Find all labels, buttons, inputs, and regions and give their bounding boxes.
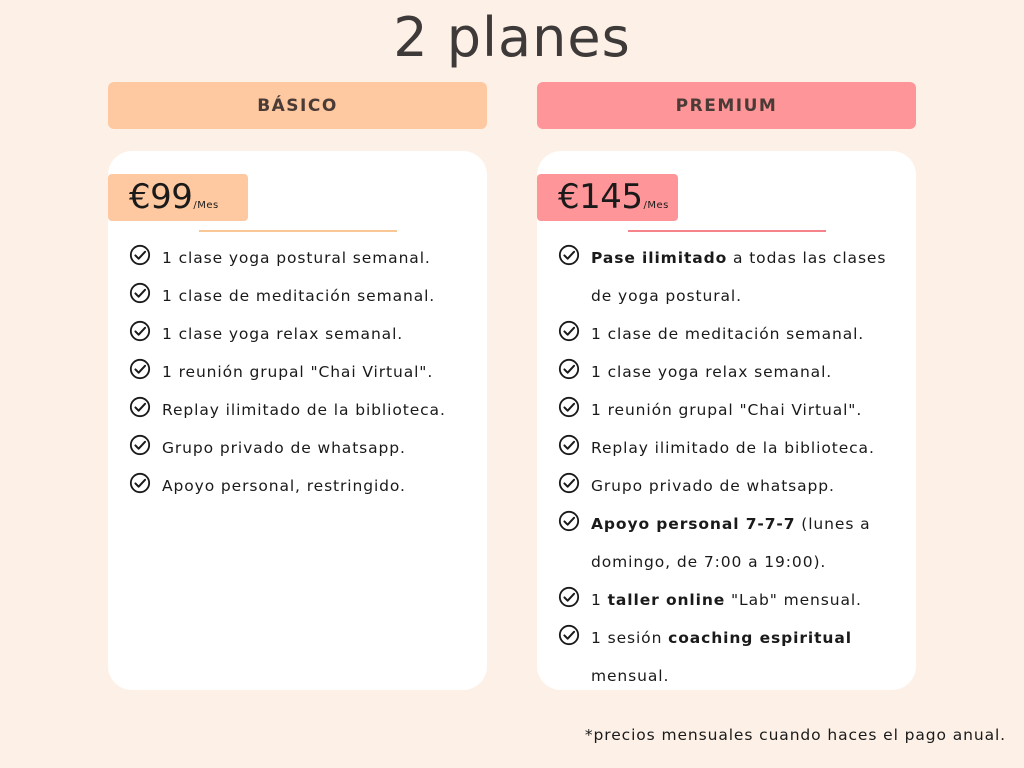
feature-text <box>591 429 875 467</box>
footnote: *precios mensuales cuando haces el pago anual. <box>584 726 1006 744</box>
feature-text-highlight: Apoyo personal 7-7-7 <box>591 515 796 533</box>
feature-text-rest: 1 clase de meditación semanal. <box>591 325 865 343</box>
check-circle-icon <box>558 434 580 456</box>
feature-text <box>591 353 832 391</box>
check-circle-icon <box>129 282 151 304</box>
premium-feature-item <box>558 239 906 315</box>
check-circle-icon <box>129 358 151 380</box>
feature-text-rest: "Lab" mensual. <box>725 591 862 609</box>
premium-feature-item <box>558 315 906 353</box>
premium-price-period: /Mes <box>643 200 669 211</box>
basic-price-amount: €99 <box>129 177 193 217</box>
check-circle-icon <box>558 396 580 418</box>
feature-text-rest: Replay ilimitado de la biblioteca. <box>591 439 875 457</box>
premium-plan-name: PREMIUM <box>675 95 778 116</box>
feature-text-rest: Grupo privado de whatsapp. <box>591 477 835 495</box>
page-title: 2 planes <box>393 6 631 69</box>
check-circle-icon <box>558 472 580 494</box>
check-circle-icon <box>558 510 580 532</box>
basic-price-period: /Mes <box>193 200 219 211</box>
feature-text: Grupo privado de whatsapp. <box>162 439 406 457</box>
premium-feature-item <box>558 353 906 391</box>
check-circle-icon <box>129 396 151 418</box>
feature-text-highlight: coaching espiritual <box>668 629 852 647</box>
feature-text <box>591 505 906 581</box>
basic-plan-name: BÁSICO <box>257 95 338 116</box>
check-circle-icon <box>129 320 151 342</box>
basic-feature-item <box>129 277 477 315</box>
feature-text <box>591 391 862 429</box>
feature-text: Apoyo personal, restringido. <box>162 477 406 495</box>
feature-text-prefix: 1 <box>591 591 608 609</box>
basic-feature-item <box>129 429 477 467</box>
basic-feature-list <box>129 239 477 505</box>
feature-text-rest: (lunes a domingo, de 7:00 a 19:00). <box>591 515 871 571</box>
premium-feature-item <box>558 467 906 505</box>
check-circle-icon <box>129 244 151 266</box>
premium-feature-item <box>558 391 906 429</box>
feature-text <box>591 315 864 353</box>
basic-feature-item <box>129 239 477 277</box>
feature-text: Replay ilimitado de la biblioteca. <box>162 401 446 419</box>
feature-text-highlight: taller online <box>607 591 726 609</box>
premium-feature-item <box>558 429 906 467</box>
basic-feature-item <box>129 467 477 505</box>
feature-text: 1 clase yoga relax semanal. <box>162 325 404 343</box>
basic-plan-card <box>108 151 487 690</box>
premium-plan-card <box>537 151 916 690</box>
basic-divider <box>199 230 397 232</box>
premium-feature-item <box>558 505 906 581</box>
feature-text: 1 reunión grupal "Chai Virtual". <box>162 363 434 381</box>
feature-text: 1 clase yoga postural semanal. <box>162 249 431 267</box>
feature-text-rest: mensual. <box>591 667 670 685</box>
feature-text <box>591 239 906 315</box>
feature-text-highlight: Pase ilimitado <box>591 249 728 267</box>
feature-text-rest: a todas las clases de yoga postural. <box>591 249 887 305</box>
check-circle-icon <box>129 472 151 494</box>
premium-price-badge <box>537 174 678 221</box>
check-circle-icon <box>558 244 580 266</box>
feature-text-rest: 1 reunión grupal "Chai Virtual". <box>591 401 863 419</box>
check-circle-icon <box>558 586 580 608</box>
premium-divider <box>628 230 826 232</box>
premium-feature-list <box>558 239 906 695</box>
premium-feature-item <box>558 581 906 619</box>
basic-feature-item <box>129 315 477 353</box>
feature-text: 1 clase de meditación semanal. <box>162 287 436 305</box>
check-circle-icon <box>129 434 151 456</box>
check-circle-icon <box>558 320 580 342</box>
premium-plan-header <box>537 82 916 129</box>
feature-text <box>591 581 862 619</box>
feature-text <box>591 467 835 505</box>
basic-feature-item <box>129 353 477 391</box>
basic-plan-header <box>108 82 487 129</box>
check-circle-icon <box>558 624 580 646</box>
premium-price-amount: €145 <box>558 177 643 217</box>
premium-feature-item <box>558 619 906 695</box>
feature-text <box>591 619 906 695</box>
feature-text-rest: 1 clase yoga relax semanal. <box>591 363 833 381</box>
basic-price-badge <box>108 174 248 221</box>
check-circle-icon <box>558 358 580 380</box>
feature-text-prefix: 1 sesión <box>591 629 669 647</box>
basic-feature-item <box>129 391 477 429</box>
